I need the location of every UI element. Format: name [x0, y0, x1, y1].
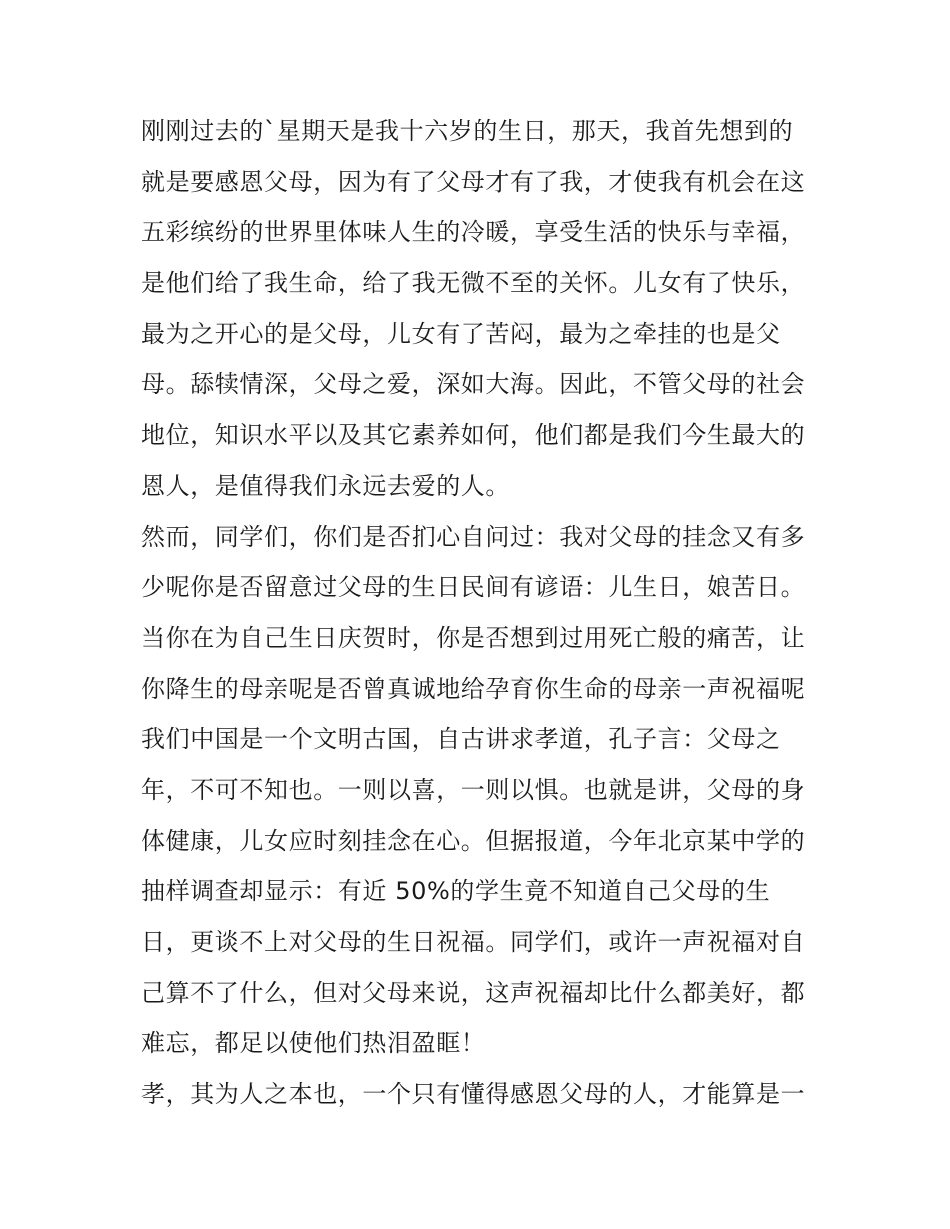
text-line: 地位，知识水平以及其它素养如何，他们都是我们今生最大的: [141, 421, 806, 450]
text-line: 刚刚过去的`星期天是我十六岁的生日，那天，我首先想到的: [141, 117, 794, 145]
text-line: 当你在为自己生日庆贺时，你是否想到过用死亡般的痛苦，让: [141, 623, 806, 652]
text-line: 然而，同学们，你们是否扪心自问过：我对父母的挂念又有多: [141, 522, 806, 551]
text-line: 最为之开心的是父母，儿女有了苦闷，最为之牵挂的也是父: [141, 319, 781, 348]
text-line: 年，不可不知也。一则以喜，一则以惧。也就是讲，父母的身: [141, 775, 806, 804]
document-body: [141, 106, 811, 1120]
text-line: 就是要感恩父母，因为有了父母才有了我，才使我有机会在这: [141, 167, 806, 196]
text-line: 日，更谈不上对父母的生日祝福。同学们，或许一声祝福对自: [141, 928, 806, 956]
text-line: 是他们给了我生命，给了我无微不至的关怀。儿女有了快乐，: [141, 269, 806, 298]
text-line: 少呢你是否留意过父母的生日民间有谚语：儿生日，娘苦日。: [141, 573, 806, 602]
text-line: 己算不了什么，但对父母来说，这声祝福却比什么都美好，都: [141, 978, 806, 1007]
text-line: 你降生的母亲呢是否曾真诚地给孕育你生命的母亲一声祝福呢: [141, 674, 806, 703]
text-line: 五彩缤纷的世界里体味人生的冷暖，享受生活的快乐与幸福，: [141, 218, 806, 247]
text-line: 我们中国是一个文明古国，自古讲求孝道，孔子言：父母之: [141, 725, 781, 754]
text-line: 体健康，儿女应时刻挂念在心。但据报道，今年北京某中学的: [141, 826, 806, 855]
text-line: 难忘，都足以使他们热泪盈眶！: [141, 1029, 486, 1058]
text-line: 抽样调查却显示：有近 50%的学生竟不知道自己父母的生: [141, 877, 771, 906]
text-line: 母。舔犊情深，父母之爱，深如大海。因此，不管父母的社会: [141, 370, 806, 399]
text-line: 孝，其为人之本也，一个只有懂得感恩父母的人，才能算是一: [141, 1080, 806, 1109]
text-line: 恩人，是值得我们永远去爱的人。: [141, 471, 510, 500]
